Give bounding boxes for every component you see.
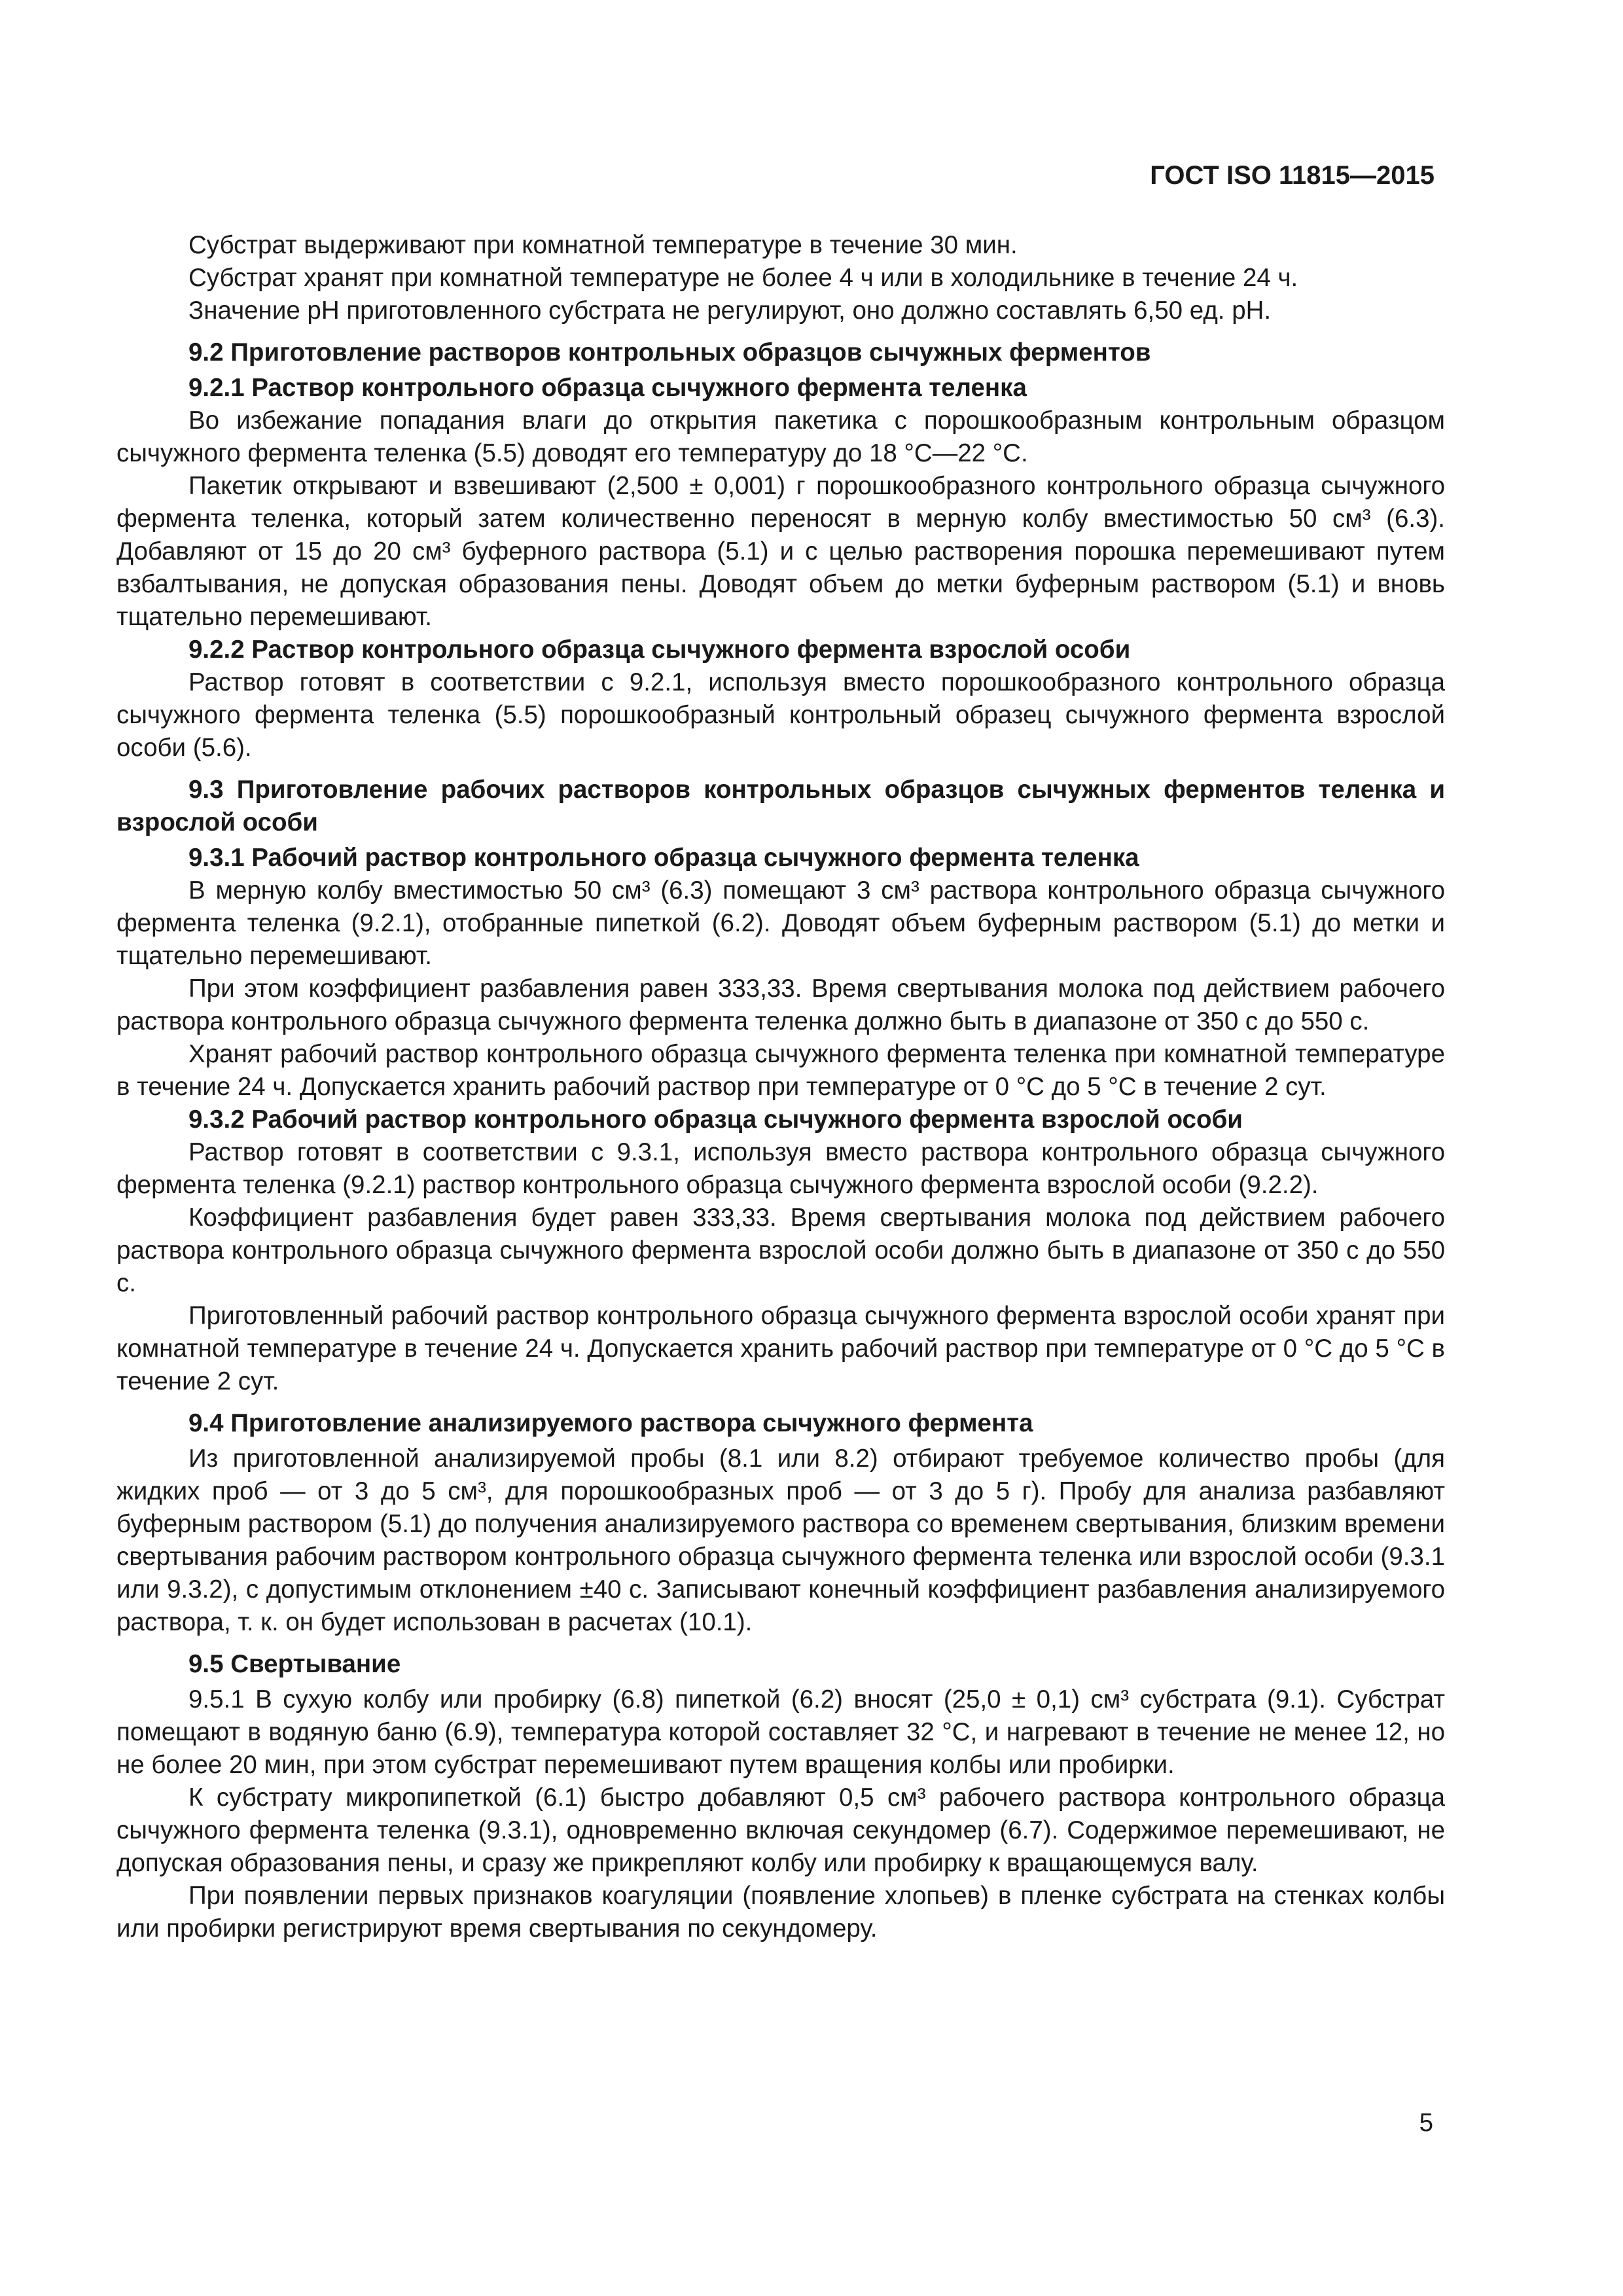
body-paragraph: Субстрат хранят при комнатной температуре не более 4 ч или в холодильнике в течение 24 ч. <box>188 264 1298 292</box>
body-paragraph: Из приготовленной анализируемой пробы (8.1 или 8.2) отбирают требуемое количество пробы (для жидких проб — от 3 до 5 см³, для порошкообразных проб — от 3 до 5 г). Пробу для анализа разбавляют буферным раствором (5.1) до получения анализируемого раствора со временем свертывания, близким времени свертывания рабочим раствором контрольного образца сычужного фермента теленка или взрослой особи (9.3.1 или 9.3.2), с допустимым отклонением ±40 с. Записывают конечный коэффициент разбавления анализируемого раствора, т. к. он будет использован в расчетах (10.1). <box>116 1444 1445 1636</box>
body-paragraph: Раствор готовят в соответствии с 9.3.1, используя вместо раствора контрольного образца сычужного фермента теленка (9.2.1) раствор контрольного образца сычужного фермента взрослой особи (9.2.2). <box>116 1138 1445 1199</box>
section-heading: 9.2 Приготовление растворов контрольных образцов сычужных ферментов <box>188 338 1151 367</box>
subsection-heading: 9.2.1 Раствор контрольного образца сычужного фермента теленка <box>188 374 1027 402</box>
body-paragraph: Во избежание попадания влаги до открытия пакетика с порошкообразным контрольным образцом сычужного фермента теленка (5.5) доводят его температуру до 18 °С—22 °С. <box>116 406 1445 467</box>
section-heading: 9.4 Приготовление анализируемого раствора сычужного фермента <box>188 1409 1033 1437</box>
section-heading: 9.5 Свертывание <box>188 1650 401 1678</box>
body-paragraph: Коэффициент разбавления будет равен 333,33. Время свертывания молока под действием рабочего раствора контрольного образца сычужного фермента взрослой особи должно быть в диапазоне от 350 с до 550 с. <box>116 1204 1445 1297</box>
body-paragraph: Субстрат выдерживают при комнатной температуре в течение 30 мин. <box>188 231 1018 259</box>
document-header-id: ГОСТ ISO 11815—2015 <box>1150 161 1435 190</box>
page-number: 5 <box>1419 2109 1433 2137</box>
subsection-heading: 9.2.2 Раствор контрольного образца сычужного фермента взрослой особи <box>188 636 1131 664</box>
body-paragraph: В мерную колбу вместимостью 50 см³ (6.3) помещают 3 см³ раствора контрольного образца сычужного фермента теленка (9.2.1), отобранные пипеткой (6.2). Доводят объем буферным раствором (5.1) до метки и тщательно перемешивают. <box>116 876 1445 970</box>
body-paragraph: Значение pH приготовленного субстрата не регулируют, оно должно составлять 6,50 ед. pH. <box>188 296 1272 325</box>
subsection-heading: 9.3.1 Рабочий раствор контрольного образца сычужного фермента теленка <box>188 844 1139 872</box>
body-paragraph: При этом коэффициент разбавления равен 333,33. Время свертывания молока под действием рабочего раствора контрольного образца сычужного фермента теленка должно быть в диапазоне от 350 с до 550 с. <box>116 975 1445 1035</box>
body-paragraph: Хранят рабочий раствор контрольного образца сычужного фермента теленка при комнатной температуре в течение 24 ч. Допускается хранить рабочий раствор при температуре от 0 °С до 5 °С в течение 2 сут. <box>116 1040 1445 1101</box>
document-body <box>116 229 1445 1945</box>
subsection-heading: 9.3.2 Рабочий раствор контрольного образца сычужного фермента взрослой особи <box>188 1105 1243 1134</box>
body-paragraph: Раствор готовят в соответствии с 9.2.1, используя вместо порошкообразного контрольного образца сычужного фермента теленка (5.5) порошкообразный контрольный образец сычужного фермента взрослой особи (5.6). <box>116 668 1445 762</box>
body-paragraph: Приготовленный рабочий раствор контрольного образца сычужного фермента взрослой особи хранят при комнатной температуре в течение 24 ч. Допускается хранить рабочий раствор при температуре от 0 °С до 5 °С в течение 2 сут. <box>116 1302 1445 1395</box>
body-paragraph: 9.5.1 В сухую колбу или пробирку (6.8) пипеткой (6.2) вносят (25,0 ± 0,1) см³ субстрата (9.1). Субстрат помещают в водяную баню (6.9), температура которой составляет 32 °С, и нагревают в течение не менее 12, но не более 20 мин, при этом субстрат перемешивают путем вращения колбы или пробирки. <box>116 1685 1445 1779</box>
body-paragraph: Пакетик открывают и взвешивают (2,500 ± 0,001) г порошкообразного контрольного образца сычужного фермента теленка, который затем количественно переносят в мерную колбу вместимостью 50 см³ (6.3). Добавляют от 15 до 20 см³ буферного раствора (5.1) и с целью растворения порошка перемешивают путем взбалтывания, не допуская образования пены. Доводят объем до метки буферным раствором (5.1) и вновь тщательно перемешивают. <box>116 472 1445 631</box>
body-paragraph: К субстрату микропипеткой (6.1) быстро добавляют 0,5 см³ рабочего раствора контрольного образца сычужного фермента теленка (9.3.1), одновременно включая секундомер (6.7). Содержимое перемешивают, не допуская образования пены, и сразу же прикрепляют колбу или пробирку к вращающемуся валу. <box>116 1784 1445 1877</box>
section-heading: 9.3 Приготовление рабочих растворов контрольных образцов сычужных ферментов теленка и взрослой особи <box>116 776 1445 836</box>
body-paragraph: При появлении первых признаков коагуляции (появление хлопьев) в пленке субстрата на стенках колбы или пробирки регистрируют время свертывания по секундомеру. <box>116 1882 1445 1943</box>
